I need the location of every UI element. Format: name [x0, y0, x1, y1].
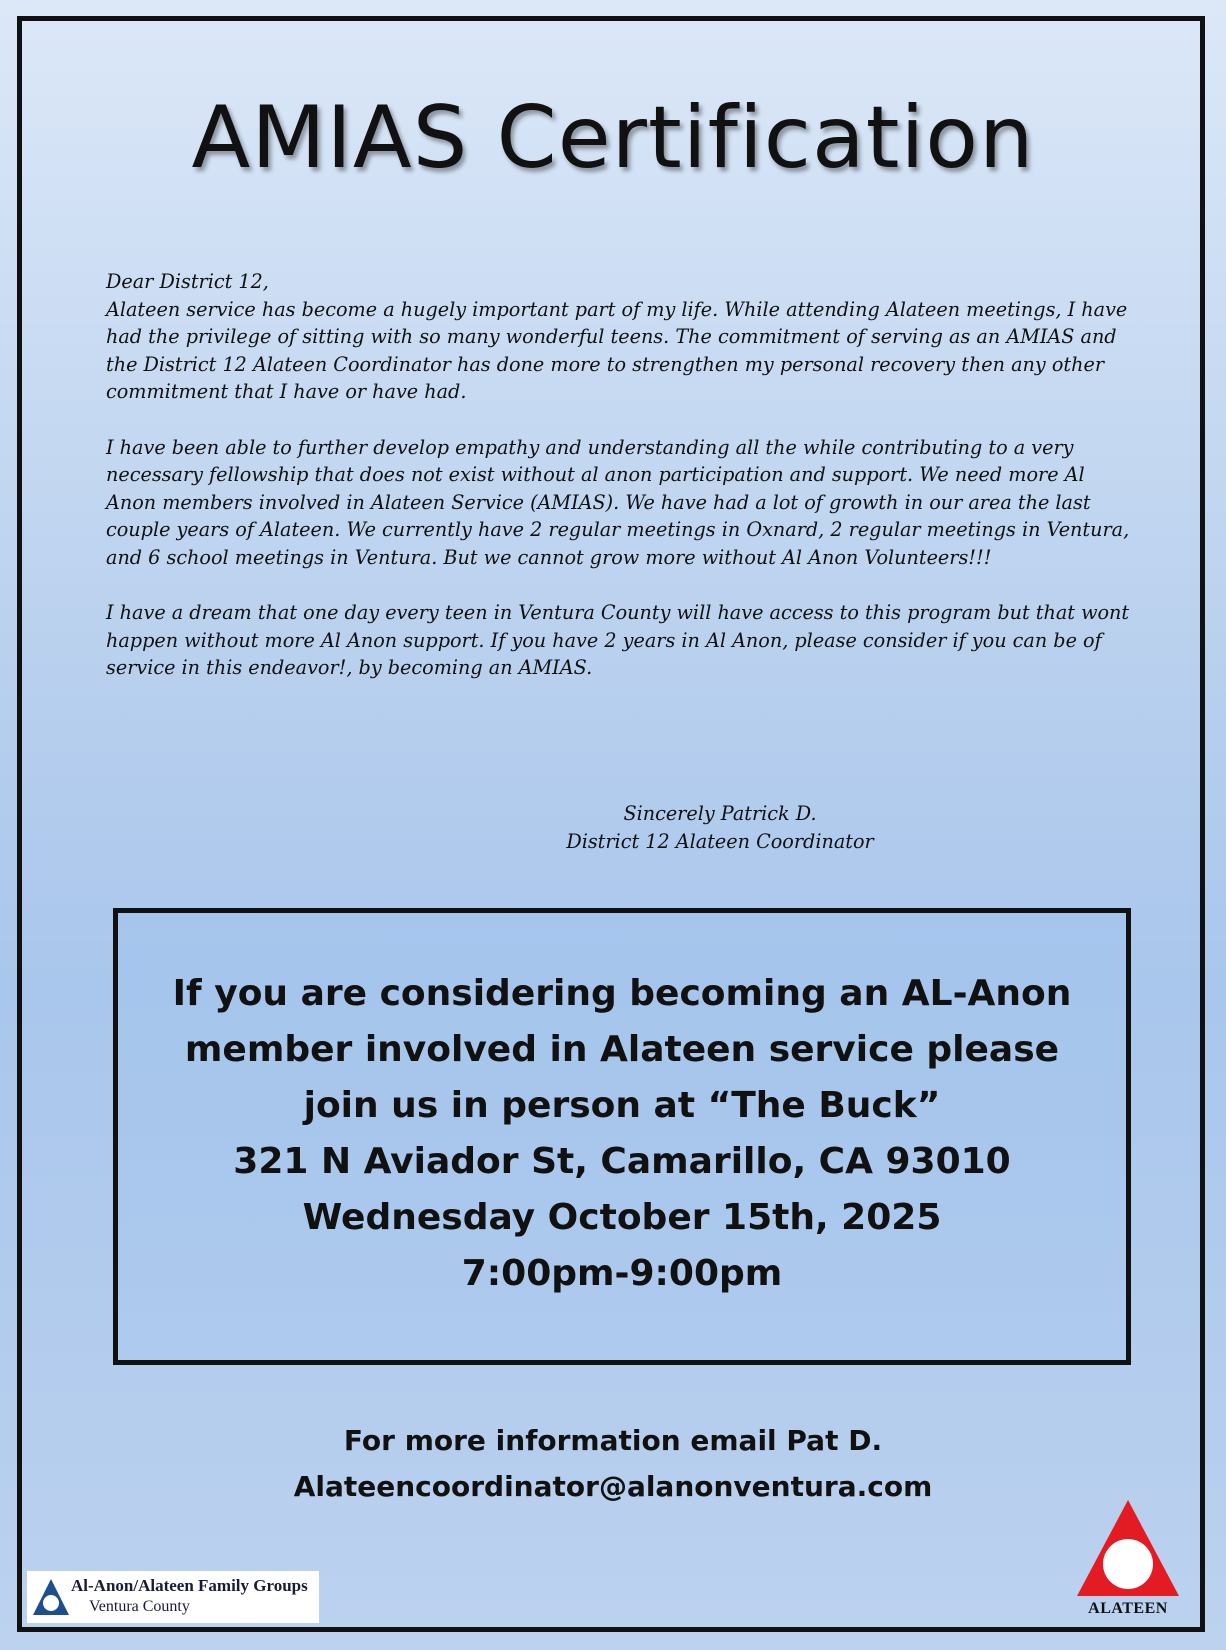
alateen-label: ALATEEN	[1088, 1600, 1168, 1617]
alanon-triangle-icon	[31, 1577, 71, 1617]
contact-block	[0, 1418, 1226, 1510]
letter-greeting: Dear District 12,	[106, 270, 269, 293]
contact-email[interactable]: Alateencoordinator@alanonventura.com	[293, 1470, 933, 1503]
signature-block	[500, 800, 940, 855]
letter-paragraph-2: I have been able to further develop empathy and understanding all the while contributing to a very necessary fellowship that does not exist without al anon participation and support. We need more Al Anon members involved in Alateen Service (AMIAS). We have had a lot of growth in our area the last couple years of Alateen. We currently have 2 regular meetings in Oxnard, 2 regular meetings in Ventura, and 6 school meetings in Ventura. But we cannot grow more without Al Anon Volunteers!!!	[106, 435, 1130, 569]
letter-body	[106, 268, 1136, 682]
paragraph-gap	[106, 406, 1136, 434]
event-line-2: member involved in Alateen service please	[184, 1029, 1060, 1070]
letter-paragraph-1: Alateen service has become a hugely important part of my life. While attending Alateen meetings, I have had the privilege of sitting with so many wonderful teens. The commitment of serving as an AMIAS and the District 12 Alateen Coordinator has done more to strengthen my personal recovery then any other commitment that I have or have had.	[106, 297, 1128, 404]
logo-county-name: Ventura County	[89, 1598, 190, 1615]
alanon-logo	[27, 1571, 319, 1623]
event-date: Wednesday October 15th, 2025	[302, 1197, 942, 1238]
event-line-1: If you are considering becoming an AL-Anon	[172, 973, 1072, 1014]
event-time: 7:00pm-9:00pm	[461, 1253, 783, 1294]
contact-line: For more information email Pat D.	[343, 1424, 883, 1457]
alateen-triangle-icon	[1073, 1498, 1183, 1600]
logo-org-name: Al-Anon/Alateen Family Groups	[71, 1576, 308, 1595]
paragraph-gap	[106, 572, 1136, 600]
event-details	[113, 966, 1131, 1302]
page-title: AMIAS Certification	[191, 88, 1035, 188]
signature-name: Sincerely Patrick D.	[623, 802, 817, 825]
letter-paragraph-3: I have a dream that one day every teen in Ventura County will have access to this program but that wont happen without more Al Anon support. If you have 2 years in Al Anon, please consider if you can be of service in this endeavor!, by becoming an AMIAS.	[106, 601, 1130, 680]
signature-role: District 12 Alateen Coordinator	[566, 829, 874, 853]
alateen-logo	[1073, 1498, 1183, 1626]
event-line-3: join us in person at “The Buck”	[303, 1085, 941, 1126]
event-address: 321 N Aviador St, Camarillo, CA 93010	[233, 1141, 1011, 1182]
